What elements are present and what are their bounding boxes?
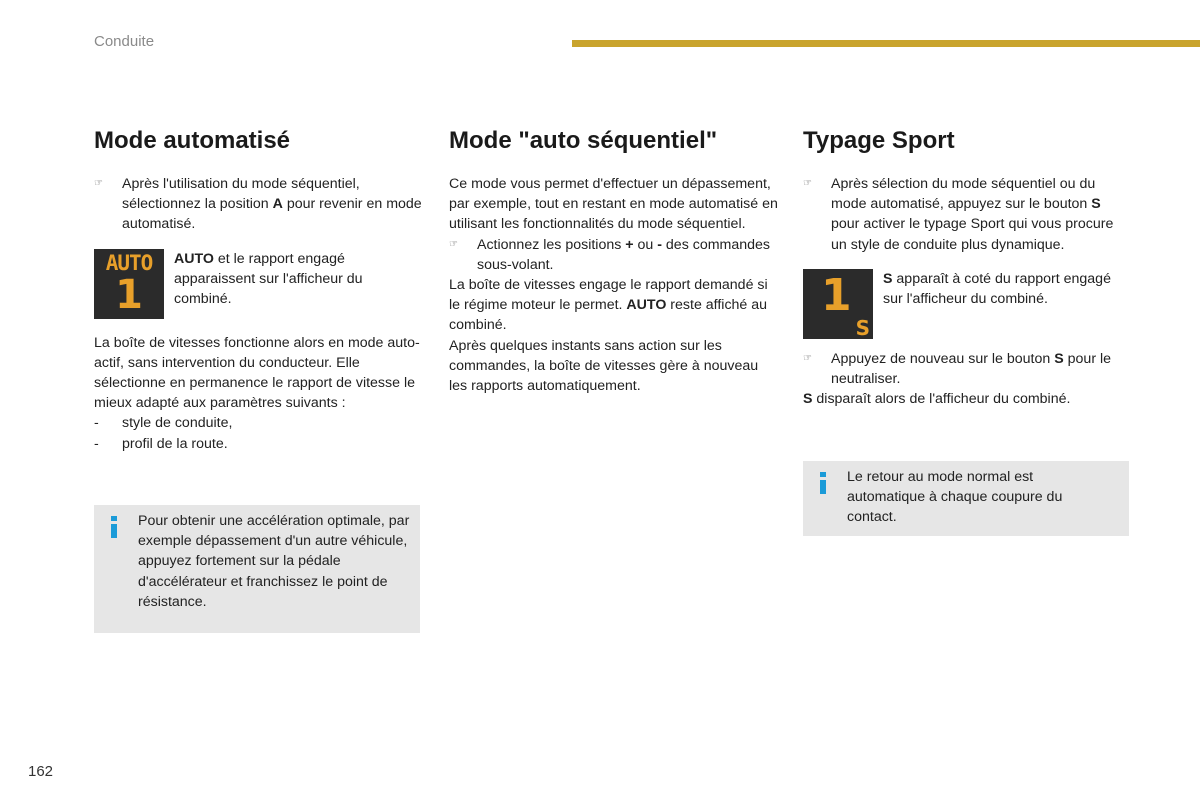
bullet-item: ☞ Appuyez de nouveau sur le bouton S pour le neutraliser. bbox=[803, 350, 1112, 388]
bullet-item: ☞ Après sélection du mode séquentiel ou du mode automatisé, appuyez sur le bouton S pour activer le typage Sport qui vous procure un style de conduite plus dynamique. bbox=[803, 176, 1114, 253]
info-text: Le retour au mode normal est automatique à chaque coupure du contact. bbox=[847, 469, 1063, 526]
pointing-hand-icon: ☞ bbox=[803, 352, 812, 364]
display-gear-number: 1 bbox=[115, 271, 143, 318]
auto-gear-display bbox=[94, 249, 164, 319]
info-text: Pour obtenir une accélération optimale, par exemple dépassement d'un autre véhicule, appuyez fortement sur la pédale d'accélérateur et franchissez le point de résistance. bbox=[138, 513, 410, 610]
column-typage-sport bbox=[803, 126, 1125, 409]
pointing-hand-icon: ☞ bbox=[803, 178, 812, 189]
auto-display-figure bbox=[94, 249, 424, 319]
paragraph: La boîte de vitesses fonctionne alors en mode auto-actif, sans intervention du conducteur. Elle sélectionne en permanence le rapport de vitesse le mieux adapté aux paramètres suivants : bbox=[94, 334, 420, 412]
pointing-hand-icon: ☞ bbox=[94, 178, 103, 189]
heading-mode-auto-sequentiel: Mode "auto séquentiel" bbox=[449, 127, 718, 154]
paragraph: Ce mode vous permet d'effectuer un dépassement, par exemple, tout en restant en mode automatisé en utilisant les fonctionnalités du mode séquentiel. bbox=[449, 176, 778, 233]
heading-mode-automatise: Mode automatisé bbox=[94, 127, 291, 154]
paragraph: Après quelques instants sans action sur les commandes, la boîte de vitesses gère à nouveau les rapports automatiquement. bbox=[449, 337, 759, 395]
column-mode-automatise bbox=[94, 126, 424, 454]
pointing-hand-icon: ☞ bbox=[449, 238, 458, 250]
heading-typage-sport: Typage Sport bbox=[803, 127, 955, 154]
header-accent-bar bbox=[572, 40, 1200, 47]
display-gear-number: 1 bbox=[821, 269, 852, 321]
page-number: 162 bbox=[28, 763, 54, 780]
sport-gear-display bbox=[803, 269, 873, 339]
info-box-retour-normal bbox=[803, 461, 1129, 536]
figure-caption: S apparaît à coté du rapport engagé sur l'afficheur du combiné. bbox=[883, 270, 1111, 308]
section-label: Conduite bbox=[94, 33, 155, 50]
display-auto-word: AUTO bbox=[105, 250, 153, 275]
column-mode-auto-sequentiel bbox=[449, 126, 779, 396]
sport-display-figure bbox=[803, 269, 1125, 339]
bullet-item: ☞ Actionnez les positions + ou - des commandes sous-volant. bbox=[449, 236, 771, 273]
list-item: - profil de la route. bbox=[94, 435, 228, 452]
info-box-acceleration bbox=[94, 505, 420, 633]
figure-caption: AUTO et le rapport engagé apparaissent sur l'afficheur du combiné. bbox=[174, 250, 363, 308]
display-sport-letter: S bbox=[855, 315, 870, 340]
list-item: - style de conduite, bbox=[94, 415, 233, 432]
paragraph: S disparaît alors de l'afficheur du combiné. bbox=[803, 391, 1071, 408]
info-icon bbox=[111, 516, 117, 538]
bullet-item: ☞ Après l'utilisation du mode séquentiel, sélectionnez la position A pour revenir en mode automatisé. bbox=[94, 176, 422, 233]
paragraph: La boîte de vitesses engage le rapport demandé si le régime moteur le permet. AUTO reste affiché au combiné. bbox=[449, 277, 768, 334]
info-icon bbox=[820, 472, 826, 494]
